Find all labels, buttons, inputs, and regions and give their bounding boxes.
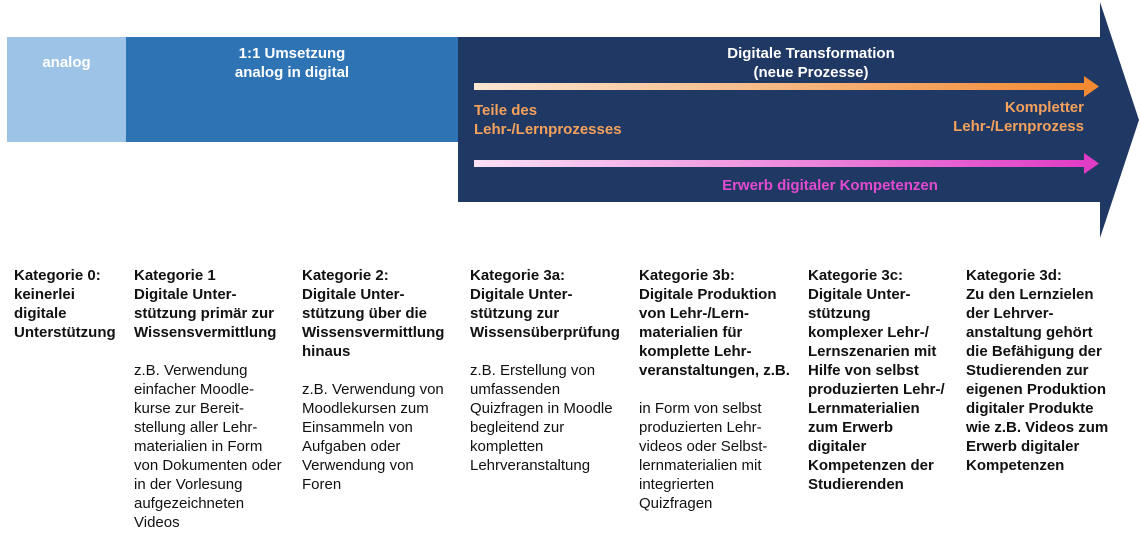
category-3a: [470, 247, 630, 494]
process-label-right: [953, 98, 1084, 136]
category-3b-body: in Form von selbst produzierten Lehr- videos oder Selbst- lernmaterialien mit integrierten Quizfragen: [639, 400, 768, 512]
category-3c-title: Kategorie 3c: Digitale Unter- stützung komplexer Lehr-/ Lernszenarien mit Hilfe von selbst produzierten Lehr-/ Lernmaterialien zum Erwerb digitaler Kompetenzen der Studierenden: [808, 267, 945, 493]
process-label-right-line2: Lehr-/Lernprozess: [953, 118, 1084, 135]
category-1: [134, 247, 294, 551]
category-2-title: Kategorie 2: Digitale Unter- stützung über die Wissensvermittlung hinaus: [302, 267, 445, 360]
analog-label-text: analog: [42, 54, 91, 71]
category-0: [14, 247, 129, 380]
competence-arrow-shaft: [474, 160, 1086, 167]
category-3a-title: Kategorie 3a: Digitale Unter- stützung zur Wissensüberprüfung: [470, 267, 620, 341]
category-3b: [639, 247, 799, 532]
category-1-title: Kategorie 1 Digitale Unter- stützung primär zur Wissensvermittlung: [134, 267, 277, 341]
category-1-body: z.B. Verwendung einfacher Moodle- kurse zur Bereit- stellung aller Lehr- materialien in Form von Dokumenten oder in der Vorlesung aufgezeichneten Videos: [134, 362, 282, 531]
category-2: [302, 247, 462, 513]
category-2-body: z.B. Verwendung von Moodlekursen zum Einsammeln von Aufgaben oder Verwendung von Foren: [302, 381, 444, 493]
competence-label: [620, 176, 1040, 195]
category-3d-title: Kategorie 3d: Zu den Lernzielen der Lehrver- anstaltung gehört die Befähigung der Studierenden zur eigenen Produktion digitaler Produkte wie z.B. Videos zum Erwerb digitaler Kompetenzen: [966, 267, 1109, 474]
transformation-label: [620, 44, 1002, 82]
category-3b-title: Kategorie 3b: Digitale Produktion von Lehr-/Lern- materialien für komplette Lehr- veranstaltungen, z.B.: [639, 267, 790, 379]
umsetzung-label: [126, 44, 458, 82]
category-3a-body: z.B. Erstellung von umfassenden Quizfragen in Moodle begleitend zur kompletten Lehrveranstaltung: [470, 362, 613, 474]
analog-label: [7, 53, 126, 72]
process-label-left-line2: Lehr-/Lernprozesses: [474, 121, 622, 138]
process-label-left: [474, 101, 622, 139]
category-3c: [808, 247, 968, 532]
umsetzung-label-line2: analog in digital: [234, 64, 350, 81]
category-0-title: Kategorie 0: keinerlei digitale Unterstützung: [14, 267, 116, 341]
category-3d: [966, 247, 1138, 513]
process-label-left-line1: Teile des: [474, 102, 538, 119]
process-label-right-line1: Kompletter: [1004, 99, 1084, 116]
competence-label-text: Erwerb digitaler Kompetenzen: [722, 177, 938, 194]
umsetzung-label-line1: 1:1 Umsetzung: [238, 45, 346, 62]
process-arrow-shaft: [474, 83, 1086, 90]
transformation-label-line1: Digitale Transformation: [727, 45, 895, 62]
transformation-label-line2: (neue Prozesse): [753, 64, 869, 81]
